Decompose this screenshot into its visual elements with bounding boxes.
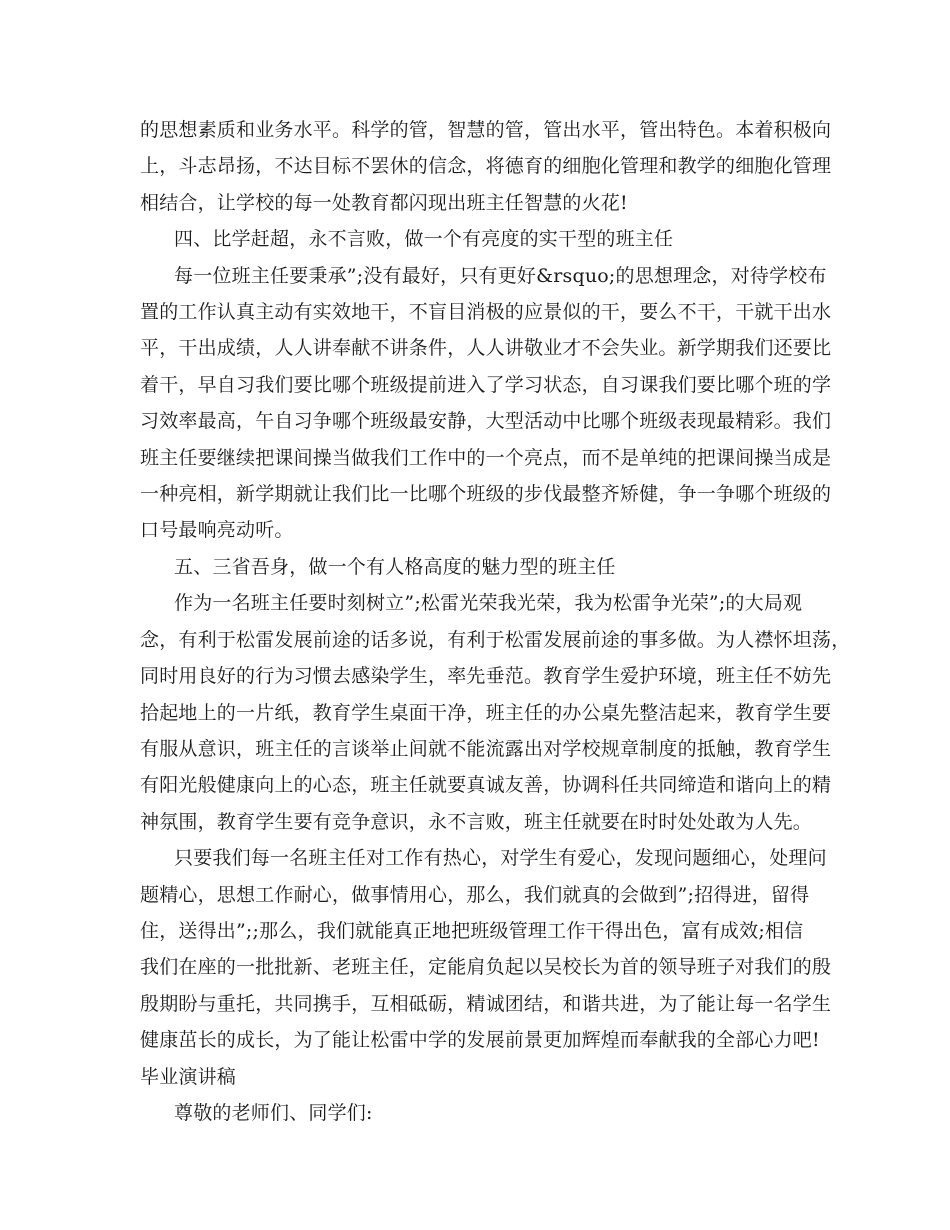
document-page xyxy=(140,112,851,1131)
paragraph-line: 殷期盼与重托，共同携手，互相砥砺，精诚团结，和谐共进，为了能让每一名学生 xyxy=(140,992,832,1015)
paragraph-line: 题精心，思想工作耐心，做事情用心，那么，我们就真的会做到”;招得进，留得 xyxy=(140,883,810,906)
paragraph-line: 着干，早自习我们要比哪个班级提前进入了学习状态，自习课我们要比哪个班的学 xyxy=(140,373,832,396)
paragraph-line: 住，送得出”;;那么，我们就能真正地把班级管理工作干得出色，富有成效;相信 xyxy=(140,919,804,942)
salutation: 尊敬的老师们、同学们: xyxy=(174,1101,373,1124)
paragraph-line: 平，干出成绩，人人讲奉献不讲条件，人人讲敬业才不会失业。新学期我们还要比 xyxy=(140,337,832,360)
section-heading-4: 四、比学赶超，永不言败，做一个有亮度的实干型的班主任 xyxy=(174,228,674,251)
section-heading-5: 五、三省吾身，做一个有人格高度的魅力型的班主任 xyxy=(174,555,616,578)
paragraph-line: 拾起地上的一片纸，教育学生桌面干净，班主任的办公桌先整洁起来，教育学生要 xyxy=(140,701,832,724)
paragraph-line: 习效率最高，午自习争哪个班级最安静，大型活动中比哪个班级表现最精彩。我们 xyxy=(140,410,832,433)
paragraph-line: 作为一名班主任要时刻树立”;松雷光荣我光荣，我为松雷争光荣”;的大局观 xyxy=(174,592,803,615)
document-title: 毕业演讲稿 xyxy=(140,1065,237,1088)
paragraph-line: 有服从意识，班主任的言谈举止间就不能流露出对学校规章制度的抵触，教育学生 xyxy=(140,737,832,760)
paragraph-line: 同时用良好的行为习惯去感染学生，率先垂范。教育学生爱护环境，班主任不妨先 xyxy=(140,665,832,688)
paragraph-line: 一种亮相，新学期就让我们比一比哪个班级的步伐最整齐矫健，争一争哪个班级的 xyxy=(140,483,832,506)
paragraph-line: 健康茁长的成长，为了能让松雷中学的发展前景更加辉煌而奉献我的全部心力吧! xyxy=(140,1029,820,1052)
paragraph-line: 上，斗志昂扬，不达目标不罢休的信念，将德育的细胞化管理和教学的细胞化管理 xyxy=(140,155,832,178)
paragraph-line: 有阳光般健康向上的心态，班主任就要真诚友善，协调科任共同缔造和谐向上的精 xyxy=(140,774,832,797)
paragraph-line: 口号最响亮动听。 xyxy=(140,519,294,542)
paragraph-line: 神氛围，教育学生要有竞争意识，永不言败，班主任就要在时时处处敢为人先。 xyxy=(140,810,813,833)
paragraph-line: 只要我们每一名班主任对工作有热心，对学生有爱心，发现问题细心，处理问 xyxy=(174,847,827,870)
paragraph-line: 我们在座的一批批新、老班主任，定能肩负起以吴校长为首的领导班子对我们的殷 xyxy=(140,956,832,979)
paragraph-line: 念，有利于松雷发展前途的话多说，有利于松雷发展前途的事多做。为人襟怀坦荡， xyxy=(140,628,851,651)
paragraph-line: 的思想素质和业务水平。科学的管，智慧的管，管出水平，管出特色。本着积极向 xyxy=(140,119,832,141)
paragraph-line: 班主任要继续把课间操当做我们工作中的一个亮点，而不是单纯的把课间操当成是 xyxy=(140,446,832,469)
paragraph-line: 每一位班主任要秉承”;没有最好，只有更好&rsquo;的思想理念，对待学校布 xyxy=(174,264,827,287)
paragraph-line: 相结合，让学校的每一处教育都闪现出班主任智慧的火花! xyxy=(140,191,628,214)
paragraph-line: 置的工作认真主动有实效地干，不盲目消极的应景似的干，要么不干，干就干出水 xyxy=(140,301,832,324)
